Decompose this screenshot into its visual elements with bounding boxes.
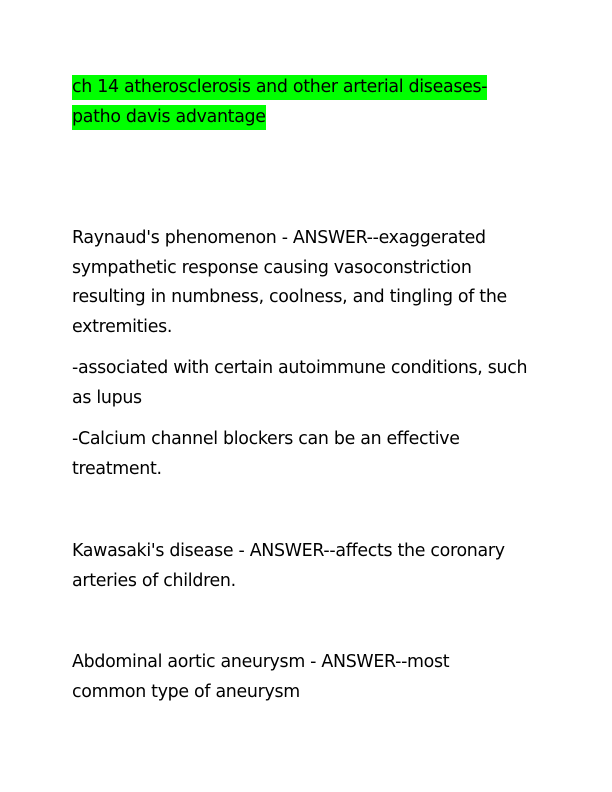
flashcard-note-autoimmune: -associated with certain autoimmune conditions, such as lupus — [72, 358, 528, 408]
flashcard-kawasakis-disease: Kawasaki's disease - ANSWER--affects the coronary arteries of children. — [72, 541, 505, 591]
page-title — [72, 72, 542, 132]
flashcard-raynauds-phenomenon: Raynaud's phenomenon - ANSWER--exaggerated sympathetic response causing vasoconstriction resulting in numbness, coolness, and tingling of the extremities. — [72, 228, 507, 337]
title-highlight-line-1: ch 14 atherosclerosis and other arterial diseases- — [72, 75, 487, 100]
flashcard-note-calcium-channel-blockers: -Calcium channel blockers can be an effective treatment. — [72, 429, 460, 479]
title-highlight-line-2: patho davis advantage — [72, 105, 266, 130]
flashcard-abdominal-aortic-aneurysm: Abdominal aortic aneurysm - ANSWER--most common type of aneurysm — [72, 652, 450, 702]
